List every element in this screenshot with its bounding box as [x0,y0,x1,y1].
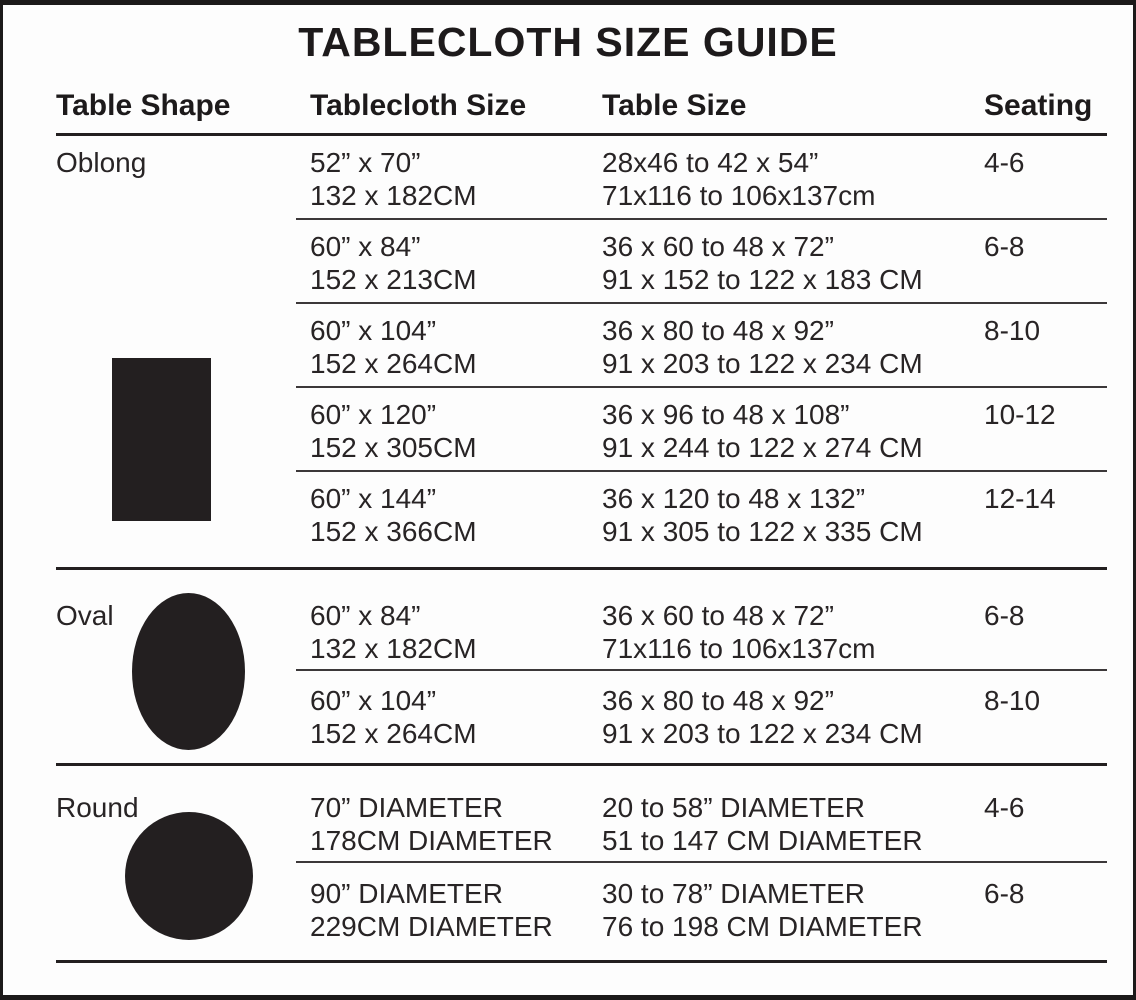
rows-oval [296,570,1107,763]
oblong-rectangle-icon [112,358,211,521]
tablecloth-size-cell [296,791,602,857]
tablecloth-size-cm: 132 x 182CM [310,180,477,211]
tablecloth-size-cm: 152 x 213CM [310,264,477,295]
tablecloth-size-inches: 90” DIAMETER [310,878,503,909]
size-guide-table [56,88,1107,963]
table-size-cell [602,877,984,943]
table-size-cm: 91 x 244 to 122 x 274 CM [602,432,923,463]
oval-ellipse-icon [132,593,245,750]
shape-label-round: Round [56,792,139,823]
table-size-inches: 28x46 to 42 x 54” [602,147,819,178]
tablecloth-size-cell [296,482,602,548]
table-size-cell [602,230,984,296]
table-size-cm: 51 to 147 CM DIAMETER [602,825,923,856]
column-header-seating: Seating [984,89,1093,122]
tablecloth-size-cm: 152 x 264CM [310,718,477,749]
column-header-table-shape: Table Shape [56,89,231,122]
seating-cell: 10-12 [984,399,1056,430]
tablecloth-size-cm: 229CM DIAMETER [310,911,553,942]
table-size-cm: 71x116 to 106x137cm [602,180,876,211]
table-size-cm: 91 x 305 to 122 x 335 CM [602,516,923,547]
round-circle-icon [125,812,253,940]
tablecloth-size-cm: 132 x 182CM [310,633,477,664]
table-size-inches: 36 x 80 to 48 x 92” [602,315,834,346]
tablecloth-size-inches: 60” x 104” [310,685,437,716]
table-size-cell [602,146,984,212]
column-header-table-size: Table Size [602,89,747,122]
table-row [296,218,1107,302]
shape-label-oblong: Oblong [56,147,147,178]
tablecloth-size-cell [296,877,602,943]
table-header-row [56,88,1107,136]
table-size-inches: 36 x 120 to 48 x 132” [602,483,866,514]
tablecloth-size-inches: 60” x 104” [310,315,437,346]
tablecloth-size-cell [296,398,602,464]
tablecloth-size-cell [296,146,602,212]
section-oblong [56,136,1107,570]
table-size-cell [602,599,984,665]
table-size-cell [602,791,984,857]
rows-oblong [296,136,1107,567]
table-size-cm: 91 x 203 to 122 x 234 CM [602,718,923,749]
tablecloth-size-cm: 152 x 264CM [310,348,477,379]
tablecloth-size-cell [296,230,602,296]
seating-cell: 6-8 [984,600,1025,631]
section-oval [56,570,1107,766]
tablecloth-size-inches: 70” DIAMETER [310,792,503,823]
table-size-cell [602,482,984,548]
table-size-inches: 36 x 96 to 48 x 108” [602,399,850,430]
seating-cell: 6-8 [984,878,1025,909]
table-row [296,766,1107,861]
table-size-cm: 71x116 to 106x137cm [602,633,876,664]
table-row [296,470,1107,567]
rows-round [296,766,1107,960]
tablecloth-size-cm: 152 x 305CM [310,432,477,463]
table-size-cm: 91 x 152 to 122 x 183 CM [602,264,923,295]
tablecloth-size-cell [296,314,602,380]
tablecloth-size-inches: 60” x 120” [310,399,437,430]
table-size-inches: 36 x 80 to 48 x 92” [602,685,834,716]
table-size-inches: 36 x 60 to 48 x 72” [602,600,834,631]
section-round [56,766,1107,963]
table-size-cell [602,398,984,464]
seating-cell: 8-10 [984,315,1041,346]
column-header-tablecloth-size: Tablecloth Size [310,89,527,122]
table-size-cm: 91 x 203 to 122 x 234 CM [602,348,923,379]
seating-cell: 4-6 [984,792,1025,823]
page-title: TABLECLOTH SIZE GUIDE [298,19,838,65]
table-size-cell [602,684,984,750]
table-size-cm: 76 to 198 CM DIAMETER [602,911,923,942]
table-row [296,570,1107,669]
shape-column-oblong [56,136,296,567]
seating-cell: 6-8 [984,231,1025,262]
table-size-inches: 30 to 78” DIAMETER [602,878,865,909]
tablecloth-size-cell [296,684,602,750]
shape-label-oval: Oval [56,600,114,631]
table-size-inches: 36 x 60 to 48 x 72” [602,231,834,262]
tablecloth-size-inches: 60” x 84” [310,231,421,262]
table-row [296,861,1107,960]
table-row [296,386,1107,470]
tablecloth-size-cm: 152 x 366CM [310,516,477,547]
table-row [296,302,1107,386]
table-row [296,136,1107,218]
shape-column-oval [56,570,296,763]
table-size-inches: 20 to 58” DIAMETER [602,792,865,823]
seating-cell: 8-10 [984,685,1041,716]
tablecloth-size-inches: 60” x 144” [310,483,437,514]
shape-column-round [56,766,296,960]
tablecloth-size-inches: 60” x 84” [310,600,421,631]
seating-cell: 4-6 [984,147,1025,178]
seating-cell: 12-14 [984,483,1056,514]
table-size-cell [602,314,984,380]
tablecloth-size-cell [296,599,602,665]
tablecloth-size-cm: 178CM DIAMETER [310,825,553,856]
table-row [296,669,1107,763]
tablecloth-size-inches: 52” x 70” [310,147,421,178]
